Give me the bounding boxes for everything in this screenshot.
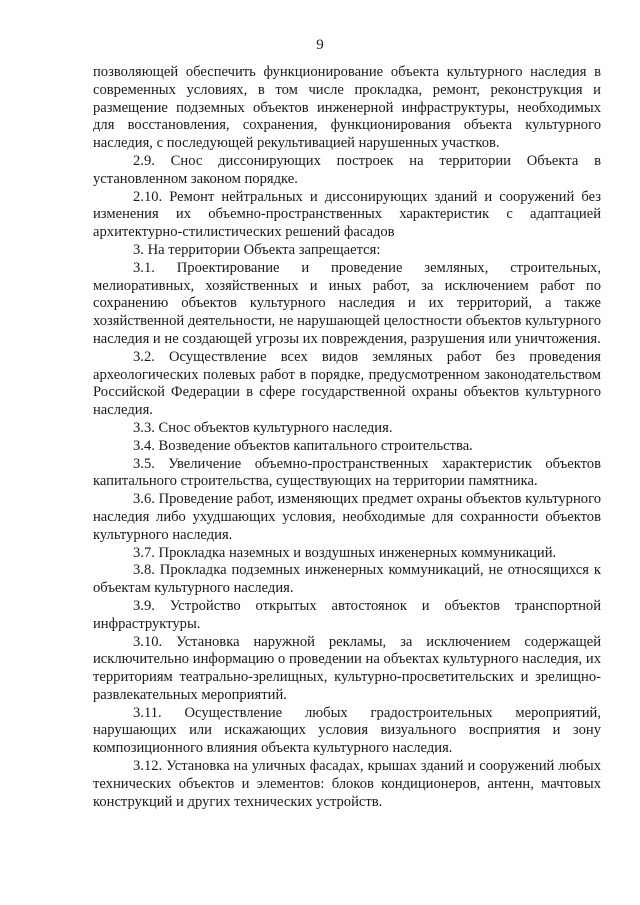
paragraph-3-6: 3.6. Проведение работ, изменяющих предмет охраны объектов культурного наследия либо ухудшающих условия, необходимые для сохранности объектов культурного наследия.	[93, 491, 601, 543]
paragraph-2-9: 2.9. Снос диссонирующих построек на территории Объекта в установленном законом порядке.	[93, 152, 601, 187]
paragraph-continuation: позволяющей обеспечить функционирование объекта культурного наследия в современных условиях, в том числе прокладка, ремонт, реконструкция и размещение подземных объектов инженерной инфраструктуры, необходимых для восстановления, сохранения, функционирования объекта культурного наследия, с последующей рекультивацией нарушенных участков.	[93, 64, 601, 152]
paragraph-3-1: 3.1. Проектирование и проведение земляных, строительных, мелиоративных, хозяйственных и иных работ, за исключением работ по сохранению объектов культурного наследия и их территорий, а также хозяйственной деятельности, не нарушающей целостности объектов культурного наследия и не создающей угрозы их повреждения, разрушения или уничтожения.	[93, 259, 601, 347]
paragraph-3-7: 3.7. Прокладка наземных и воздушных инженерных коммуникаций.	[133, 544, 557, 561]
paragraph-3-3: 3.3. Снос объектов культурного наследия.	[133, 419, 393, 436]
paragraph-3-4: 3.4. Возведение объектов капитального строительства.	[133, 437, 473, 454]
document-body	[93, 64, 601, 811]
page-number: 9	[316, 37, 324, 53]
section-3-heading: 3. На территории Объекта запрещается:	[133, 241, 381, 258]
paragraph-2-10: 2.10. Ремонт нейтральных и диссонирующих зданий и сооружений без изменения их объемно-пространственных характеристик с адаптацией архитектурно-стилистических решений фасадов	[93, 188, 601, 241]
paragraph-3-11: 3.11. Осуществление любых градостроительных мероприятий, нарушающих или искажающих условия визуального восприятия и зону композиционного влияния объекта культурного наследия.	[93, 704, 601, 757]
paragraph-3-5: 3.5. Увеличение объемно-пространственных характеристик объектов капитального строительства, существующих на территории памятника.	[93, 455, 601, 490]
paragraph-3-8: 3.8. Прокладка подземных инженерных коммуникаций, не относящихся к объектам культурного наследия.	[93, 562, 601, 597]
paragraph-3-10: 3.10. Установка наружной рекламы, за исключением содержащей исключительно информацию о проведении на объектах культурного наследия, их территориям театрально-зрелищных, культурно-просветительских и зрелищно-развлекательных мероприятий.	[93, 633, 601, 703]
paragraph-3-9: 3.9. Устройство открытых автостоянок и объектов транспортной инфраструктуры.	[93, 597, 601, 632]
paragraph-3-12: 3.12. Установка на уличных фасадах, крышах зданий и сооружений любых технических объектов и элементов: блоков кондиционеров, антенн, мачтовых конструкций и других технических устройств.	[93, 758, 601, 810]
paragraph-3-2: 3.2. Осуществление всех видов земляных работ без проведения археологических полевых работ в порядке, предусмотренном законодательством Российской Федерации в сфере государственной охраны объектов культурного наследия.	[93, 348, 601, 419]
